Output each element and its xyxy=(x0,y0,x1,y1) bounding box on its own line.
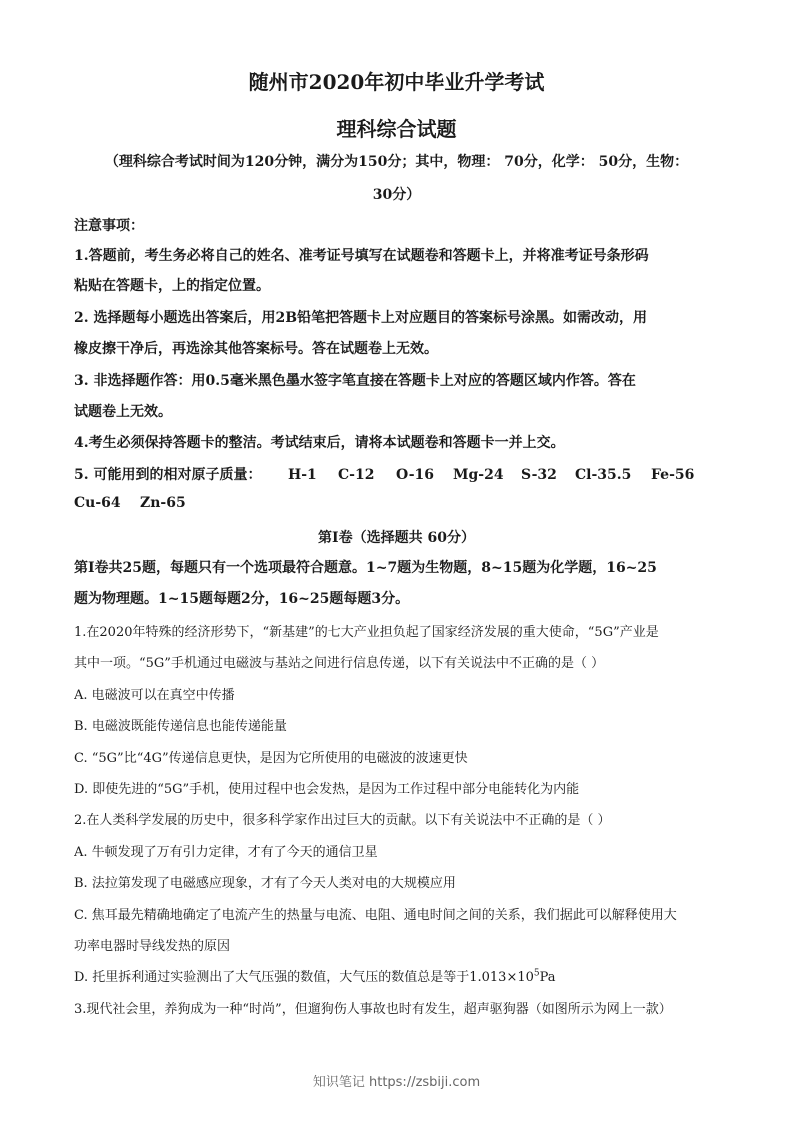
atom-mass: H-1 xyxy=(288,467,317,483)
q1-option-b: B. 电磁波既能传递信息也能传递能量 xyxy=(74,719,287,734)
exponent: 5 xyxy=(533,968,540,979)
watermark-footer: 知识笔记 https://zsbiji.com xyxy=(312,1075,481,1090)
section-title: 第I卷（选择题共 60分） xyxy=(318,530,475,546)
q1-stem-line1: 1.在2020年特殊的经济形势下，“新基建”的七大产业担负起了国家经济发展的重大使命，“5G”产业是 xyxy=(74,625,659,640)
exam-time-info-line2: 30分） xyxy=(372,187,421,203)
unit: Pa xyxy=(539,970,556,985)
q2-option-c-line1: C. 焦耳最先精确地确定了电流产生的热量与电流、电阻、通电时间之间的关系，我们据此可以解释使用大 xyxy=(74,908,677,923)
atom-mass: Cl-35.5 xyxy=(575,467,632,483)
atom-mass: Cu-64 xyxy=(74,495,121,511)
q2-option-a: A. 牛顿发现了万有引力定律，才有了今天的通信卫星 xyxy=(74,845,378,860)
atom-mass: O-16 xyxy=(396,467,435,483)
q3-stem-line1: 3.现代社会里，养狗成为一种“时尚”，但遛狗伤人事故也时有发生，超声驱狗器（如图所示为网上一款） xyxy=(74,1002,672,1017)
exam-subtitle: 理科综合试题 xyxy=(336,117,457,141)
q1-stem-line2: 其中一项。“5G”手机通过电磁波与基站之间进行信息传递，以下有关说法中不正确的是（ ） xyxy=(74,656,605,671)
atom-mass: Mg-24 xyxy=(453,467,504,483)
section-desc-line2: 题为物理题。1~15题每题2分，16~25题每题3分。 xyxy=(74,591,410,607)
note-5-line2 xyxy=(74,495,720,511)
note-5-label: 5. 可能用到的相对原子质量： xyxy=(74,467,262,483)
q1-option-a: A. 电磁波可以在真空中传播 xyxy=(74,688,235,703)
note-3-line1: 3. 非选择题作答：用0.5毫米黑色墨水签字笔直接在答题卡上对应的答题区域内作答。答在 xyxy=(74,373,636,389)
atom-mass: C-12 xyxy=(338,467,375,483)
atom-mass: Zn-65 xyxy=(140,495,186,511)
q2-option-c-line2: 功率电器时导线发热的原因 xyxy=(74,939,231,954)
q2-option-d-text: D. 托里拆利通过实验测出了大气压强的数值，大气压的数值总是等于1.013×10 xyxy=(74,970,534,985)
q1-option-d: D. 即使先进的“5G”手机，使用过程中也会发热，是因为工作过程中部分电能转化为内能 xyxy=(74,782,580,797)
atom-mass: S-32 xyxy=(521,467,557,483)
q2-option-b: B. 法拉第发现了电磁感应现象，才有了今天人类对电的大规模应用 xyxy=(74,876,456,891)
note-2-line2: 橡皮擦干净后，再选涂其他答案标号。答在试题卷上无效。 xyxy=(74,341,438,357)
exam-time-info-line1: （理科综合考试时间为120分钟，满分为150分；其中，物理： 70分，化学： 50分，生物： xyxy=(104,154,689,170)
q2-stem: 2.在人类科学发展的历史中，很多科学家作出过巨大的贡献。以下有关说法中不正确的是（ ） xyxy=(74,813,611,828)
note-4: 4.考生必须保持答题卡的整洁。考试结束后，请将本试题卷和答题卡一并上交。 xyxy=(74,435,565,451)
exam-title: 随州市2020年初中毕业升学考试 xyxy=(248,70,545,94)
note-2-line1: 2. 选择题每小题选出答案后，用2B铅笔把答题卡上对应题目的答案标号涂黑。如需改动，用 xyxy=(74,310,648,326)
note-5-line1 xyxy=(74,464,720,484)
note-1-line1: 1.答题前，考生务必将自己的姓名、准考证号填写在试题卷和答题卡上，并将准考证号条形码 xyxy=(74,248,649,264)
notes-heading: 注意事项： xyxy=(74,218,144,234)
note-1-line2: 粘贴在答题卡，上的指定位置。 xyxy=(74,278,270,294)
section-desc-line1: 第I卷共25题，每题只有一个选项最符合题意。1~7题为生物题，8~15题为化学题，16~25 xyxy=(74,560,657,576)
note-3-line2: 试题卷上无效。 xyxy=(74,404,172,420)
q1-option-c: C. “5G”比“4G”传递信息更快，是因为它所使用的电磁波的波速更快 xyxy=(74,751,468,766)
q2-option-d xyxy=(74,966,720,985)
atom-mass: Fe-56 xyxy=(651,467,695,483)
